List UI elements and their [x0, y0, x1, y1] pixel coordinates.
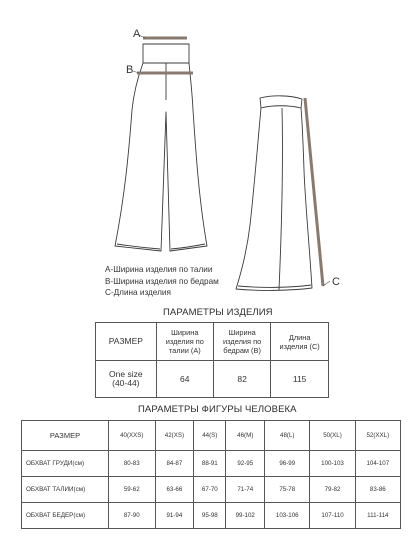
body-header-size: 48(L): [265, 421, 310, 451]
body-cell: 111-114: [355, 503, 400, 529]
body-cell: 80-83: [109, 451, 156, 477]
body-cell: 75-78: [265, 477, 310, 503]
product-params-title: ПАРАМЕТРЫ ИЗДЕЛИЯ: [163, 307, 273, 318]
body-cell: 79-82: [310, 477, 355, 503]
body-cell: 83-86: [355, 477, 400, 503]
body-header-size: 46(M): [226, 421, 265, 451]
product-params-table: [95, 322, 329, 398]
product-header-waist: Ширина изделия по талии (А): [156, 323, 213, 361]
body-row-label: ОБХВАТ ГРУДИ(см): [22, 451, 109, 477]
legend-item-a: A-Ширина изделия по талии: [105, 265, 213, 274]
table-row: [22, 503, 401, 529]
body-params-table: [21, 420, 401, 529]
body-cell: 87-90: [109, 503, 156, 529]
body-cell: 95-98: [194, 503, 226, 529]
body-cell: 107-110: [310, 503, 355, 529]
measure-line-c: [305, 98, 323, 286]
body-cell: 84-87: [155, 451, 194, 477]
body-cell: 88-91: [194, 451, 226, 477]
table-row: [22, 477, 401, 503]
side-hem: [238, 285, 311, 287]
body-cell: 59-62: [109, 477, 156, 503]
product-header-hips: Ширина изделия по бедрам (В): [213, 323, 270, 361]
body-cell: 100-103: [310, 451, 355, 477]
product-size-value: One size (40-44): [96, 361, 157, 398]
marker-a: A: [133, 28, 141, 40]
body-cell: 71-74: [226, 477, 265, 503]
side-body-outline: [236, 108, 312, 290]
body-header-size: 52(XXL): [355, 421, 400, 451]
product-header-length: Длина изделия (С): [271, 323, 329, 361]
body-params-title: ПАРАМЕТРЫ ФИГУРЫ ЧЕЛОВЕКА: [138, 404, 297, 415]
side-waistband: [260, 96, 302, 108]
product-waist-value: 64: [156, 361, 213, 398]
table-row: [22, 451, 401, 477]
side-seam: [279, 108, 282, 290]
marker-b: B: [126, 64, 134, 76]
body-cell: 91-94: [155, 503, 194, 529]
body-header-size: 50(XL): [310, 421, 355, 451]
body-header-size: 40(XXS): [109, 421, 156, 451]
body-row-label: ОБХВАТ ТАЛИИ(см): [22, 477, 109, 503]
body-cell: 67-70: [194, 477, 226, 503]
body-header-size: 44(S): [194, 421, 226, 451]
body-row-label: ОБХВАТ БЕДЕР(см): [22, 503, 109, 529]
body-cell: 99-102: [226, 503, 265, 529]
product-length-value: 115: [271, 361, 329, 398]
front-body-outline: [115, 63, 207, 251]
product-hips-value: 82: [213, 361, 270, 398]
legend-item-c: C-Длина изделия: [105, 288, 171, 297]
body-cell: 92-95: [226, 451, 265, 477]
side-view: [236, 96, 312, 291]
body-cell: 96-99: [265, 451, 310, 477]
body-header-size: 42(XS): [155, 421, 194, 451]
product-header-size: РАЗМЕР: [96, 323, 157, 361]
legend: [105, 264, 219, 299]
body-header-label: РАЗМЕР: [22, 421, 109, 451]
front-waistband: [143, 44, 189, 63]
marker-c: C: [332, 276, 340, 288]
body-cell: 63-66: [155, 477, 194, 503]
body-cell: 103-106: [265, 503, 310, 529]
legend-item-b: B-Ширина изделия по бедрам: [105, 276, 219, 286]
body-cell: 104-107: [355, 451, 400, 477]
